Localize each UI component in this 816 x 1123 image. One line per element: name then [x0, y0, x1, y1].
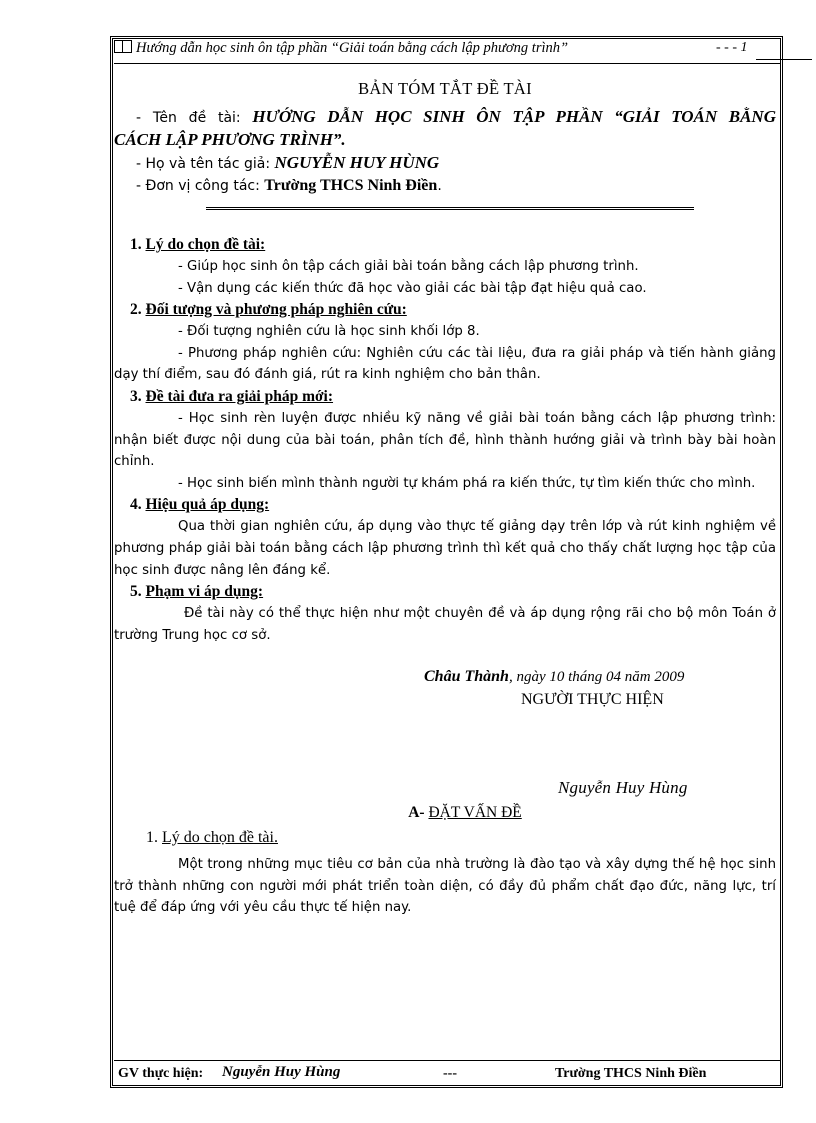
- author-name: NGUYỄN HUY HÙNG: [274, 153, 440, 172]
- summary-heading: BẢN TÓM TẮT ĐỀ TÀI: [358, 79, 532, 98]
- section-2-heading: [114, 299, 776, 321]
- header-page-number: - - - 1: [716, 40, 748, 55]
- unit-line: [114, 175, 776, 197]
- section-5-heading: [114, 581, 776, 603]
- signature-place: Châu Thành: [424, 668, 509, 686]
- page-footer: [118, 1064, 778, 1086]
- section-2-item-1: - Đối tượng nghiên cứu là học sinh khối lớp 8.: [178, 324, 480, 340]
- part-a-sub-title: Lý do chọn đề tài.: [162, 828, 278, 846]
- section-4-heading: [114, 494, 776, 516]
- section-3-title: Đề tài đưa ra giải pháp mới:: [145, 387, 334, 405]
- section-1-number: 1.: [130, 236, 146, 253]
- spacer: [114, 212, 776, 234]
- section-3-number: 3.: [130, 387, 146, 405]
- unit-end: .: [437, 178, 442, 194]
- section-3-item-2: - Học sinh biến mình thành người tự khám phá ra kiến thức, tự tìm kiến thức cho mình.: [178, 475, 756, 491]
- section-1-title: Lý do chọn đề tài:: [145, 236, 266, 253]
- topic-line-1: [114, 106, 776, 129]
- page-content: [114, 72, 776, 919]
- topic-title-part1: HƯỚNG DẪN HỌC SINH ÔN TẬP PHẦN “GIẢI TOÁN BẰNG: [252, 107, 776, 126]
- section-1-heading: [114, 234, 776, 256]
- part-a-sub-number: 1.: [146, 828, 162, 846]
- section-5-number: 5.: [130, 583, 146, 601]
- section-4-title: Hiệu quả áp dụng:: [145, 496, 270, 514]
- section-5-title: Phạm vi áp dụng:: [145, 583, 264, 601]
- section-2-title: Đối tượng và phương pháp nghiên cứu:: [145, 301, 407, 319]
- part-a-subheading: [114, 827, 776, 849]
- part-a-prefix: A-: [408, 804, 429, 822]
- header-title: Hướng dẫn học sinh ôn tập phần “Giải toán bằng cách lập phương trình”: [136, 40, 569, 56]
- part-a-text: Một trong những mục tiêu cơ bản của nhà trường là đào tạo và xây dựng thế hệ học sinh trở thành những con người mới phát triển toàn diện, có đầy đủ phẩm chất đạo đức, năng lực, trí tuệ để đáp ứng với yêu cầu thực tế hiện nay.: [114, 857, 776, 916]
- section-2-number: 2.: [130, 301, 146, 319]
- author-label: - Họ và tên tác giả:: [136, 156, 275, 172]
- unit-name: Trường THCS Ninh Điền: [264, 177, 438, 194]
- footer-dash: ---: [443, 1066, 457, 1081]
- section-1-item-2: - Vận dụng các kiến thức đã học vào giải các bài tập đạt hiệu quả cao.: [178, 280, 647, 296]
- topic-title-part2: CÁCH LẬP PHƯƠNG TRÌNH”.: [114, 130, 346, 149]
- header-divider: [114, 63, 780, 64]
- footer-school: Trường THCS Ninh Điền: [555, 1066, 707, 1081]
- section-4-text: Qua thời gian nghiên cứu, áp dụng vào thực tế giảng dạy trên lớp và rút kinh nghiệm về phương pháp giải bài toán bằng cách lập phương trình thì kết quả cho thấy chất lượng học tập của học sinh được nâng lên đáng kể.: [114, 519, 776, 578]
- footer-teacher-name: Nguyễn Huy Hùng: [222, 1064, 341, 1080]
- signature-date: [114, 666, 776, 689]
- section-4-number: 4.: [130, 496, 146, 514]
- footer-label: GV thực hiện:: [118, 1066, 204, 1081]
- signature-date-text: , ngày 10 tháng 04 năm 2009: [508, 669, 685, 686]
- signature-name: Nguyễn Huy Hùng: [558, 777, 688, 797]
- section-5-text: Đề tài này có thể thực hiện như một chuyên đề và áp dụng rộng rãi cho bộ môn Toán ở trường Trung học cơ sở.: [114, 606, 776, 643]
- summary-info: [114, 106, 776, 197]
- part-a-heading: [114, 802, 776, 824]
- author-line: [114, 152, 776, 175]
- part-a-title: ĐẶT VẤN ĐỀ: [428, 804, 522, 822]
- running-header: [114, 40, 814, 64]
- section-3-item-1: - Học sinh rèn luyện được nhiều kỹ năng về giải bài toán bằng cách lập phương trình: nhận biết được nội dung của bài toán, phân tích đề, hình thành hướng giải và trình bày bài hoàn chỉnh.: [114, 410, 776, 470]
- section-3-heading: [114, 386, 776, 408]
- section-2-item-2: - Phương pháp nghiên cứu: Nghiên cứu các tài liệu, đưa ra giải pháp và tiến hành giảng dạy thí điểm, sau đó đánh giá, rút ra kinh nghiệm cho bản thân.: [114, 345, 776, 383]
- header-tail-line: [756, 59, 812, 60]
- section-1-item-1: - Giúp học sinh ôn tập cách giải bài toán bằng cách lập phương trình.: [178, 259, 639, 274]
- unit-label: - Đơn vị công tác:: [136, 178, 265, 194]
- topic-line-2: [114, 129, 776, 152]
- book-icon: [114, 40, 132, 53]
- footer-divider: [114, 1060, 780, 1061]
- signature-role: NGƯỜI THỰC HIỆN: [521, 690, 664, 708]
- topic-label: - Tên đề tài:: [136, 110, 253, 126]
